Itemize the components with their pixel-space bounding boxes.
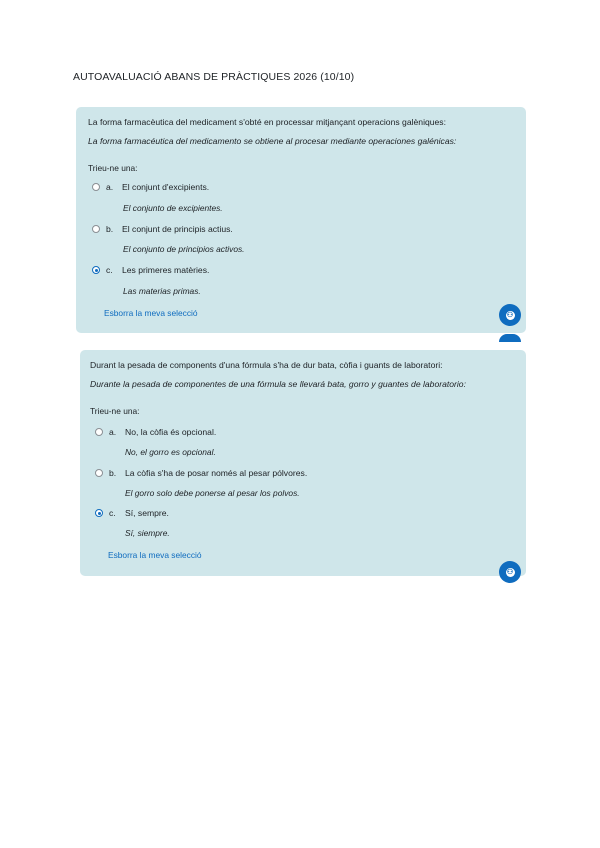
question-card-1 <box>76 107 526 333</box>
radio-button[interactable] <box>92 183 100 191</box>
option-b[interactable] <box>92 224 233 234</box>
option-letter: a. <box>106 182 114 192</box>
option-label: Les primeres matèries. <box>122 265 210 275</box>
radio-button-selected[interactable] <box>95 509 103 517</box>
option-label: El conjunt d'excipients. <box>122 182 210 192</box>
radio-button[interactable] <box>95 469 103 477</box>
option-letter: a. <box>109 427 117 437</box>
option-translation: Las materias primas. <box>123 286 201 296</box>
option-translation: El gorro solo debe ponerse al pesar los polvos. <box>125 488 300 498</box>
radio-button-selected[interactable] <box>92 266 100 274</box>
option-c[interactable] <box>92 265 209 275</box>
option-label: El conjunt de principis actius. <box>122 224 233 234</box>
choose-label: Trieu-ne una: <box>90 406 140 416</box>
help-button[interactable] <box>499 304 521 326</box>
option-letter: b. <box>109 468 117 478</box>
option-b[interactable] <box>95 468 307 478</box>
option-label: No, la còfia és opcional. <box>125 427 217 437</box>
option-translation: El conjunto de principios activos. <box>123 244 245 254</box>
question-card-2 <box>80 350 526 576</box>
option-label: Sí, sempre. <box>125 508 169 518</box>
choose-label: Trieu-ne una: <box>88 163 138 173</box>
option-label: La còfia s'ha de posar només al pesar pólvores. <box>125 468 308 478</box>
option-a[interactable] <box>95 427 216 437</box>
question-translation: Durante la pesada de componentes de una fórmula se llevará bata, gorro y guantes de laboratorio: <box>90 379 466 389</box>
option-letter: b. <box>106 224 114 234</box>
question-text: La forma farmacèutica del medicament s'obté en processar mitjançant operacions galèniques: <box>88 117 446 127</box>
clear-selection-link[interactable]: Esborra la meva selecció <box>104 308 198 318</box>
radio-button[interactable] <box>95 428 103 436</box>
help-button[interactable] <box>499 561 521 583</box>
accessibility-icon: ⚇ <box>506 568 514 576</box>
option-translation: El conjunto de excipientes. <box>123 203 223 213</box>
option-letter: c. <box>109 508 116 518</box>
option-translation: No, el gorro es opcional. <box>125 447 216 457</box>
accessibility-icon: ⚇ <box>506 311 514 319</box>
clear-selection-link[interactable]: Esborra la meva selecció <box>108 550 202 560</box>
question-translation: La forma farmacéutica del medicamento se obtiene al procesar mediante operaciones galénicas: <box>88 136 457 146</box>
radio-button[interactable] <box>92 225 100 233</box>
page-title: AUTOAVALUACIÓ ABANS DE PRÀCTIQUES 2026 (10/10) <box>73 71 355 83</box>
option-translation: Sí, siempre. <box>125 528 170 538</box>
option-c[interactable] <box>95 508 169 518</box>
option-letter: c. <box>106 265 113 275</box>
option-a[interactable] <box>92 182 209 192</box>
help-button-peek <box>499 334 521 342</box>
question-text: Durant la pesada de components d'una fórmula s'ha de dur bata, còfia i guants de laboratori: <box>90 360 443 370</box>
